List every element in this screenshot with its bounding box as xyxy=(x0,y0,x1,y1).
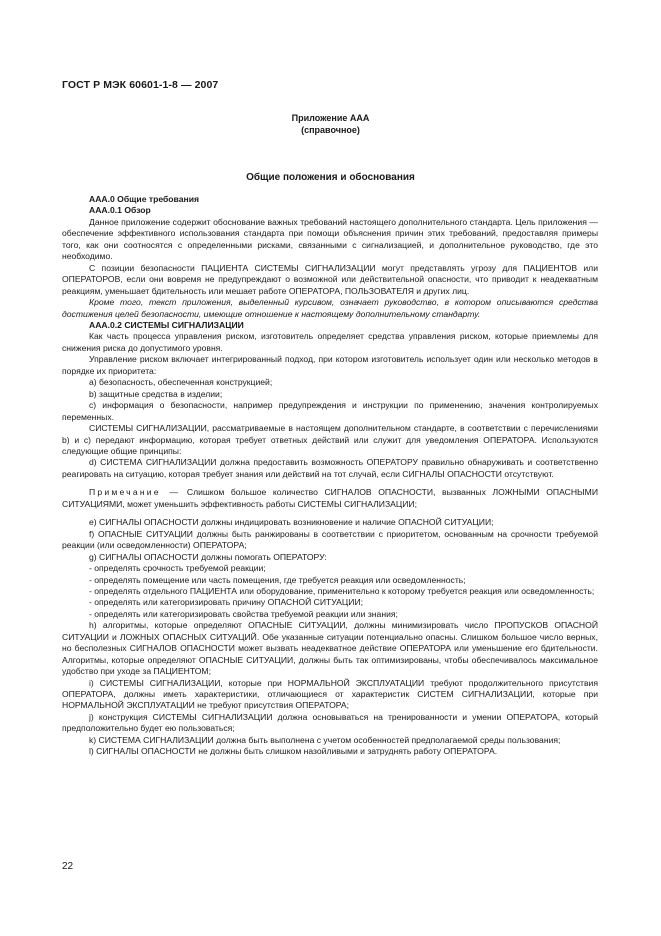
paragraph: Как часть процесса управления риском, изготовитель определяет средства управления риском, которые приемлемы для снижения риска до допустимого уровня. xyxy=(62,331,598,353)
note-label: Примечание — xyxy=(89,487,181,498)
list-item: i) СИСТЕМЫ СИГНАЛИЗАЦИИ, которые при НОРМАЛЬНОЙ ЭКСПЛУАТАЦИИ требуют продолжительного присутствия ОПЕРАТОРА, должны иметь характеристики, отличающиеся от характеристик СИСТЕМ СИГНАЛИЗАЦИИ, которые при НОРМАЛЬНОЙ ЭКСПЛУАТАЦИИ не требуют присутствия ОПЕРАТОРА; xyxy=(62,677,598,711)
list-item: c) информация о безопасности, например предупреждения и инструкции по применению, значения контролируемых переменных. xyxy=(62,400,598,422)
list-item: k) СИСТЕМА СИГНАЛИЗАЦИИ должна быть выполнена с учетом особенностей предполагаемой среды пользования; xyxy=(89,734,561,745)
appendix-subtitle: (справочное) xyxy=(301,125,360,135)
note xyxy=(62,487,598,510)
paragraph: СИСТЕМЫ СИГНАЛИЗАЦИИ, рассматриваемые в настоящем дополнительном стандарте, в соответствии с перечислениями b) и c) передают информацию, которая требует ответных действий или служит для уведомления ОПЕРАТОРА. Используются следующие общие принципы: xyxy=(62,423,598,456)
list-item: f) ОПАСНЫЕ СИТУАЦИИ должны быть ранжированы в соответствии с приоритетом, основанным на срочности требуемой реакции (или осведомленности) ОПЕРАТОРА; xyxy=(62,528,598,551)
paragraph-italic-guidance: Кроме того, текст приложения, выделенный курсивом, означает руководство, в котором описываются средства достижения целей безопасности, имеющие отношение к настоящему дополнительному стандарту. xyxy=(62,297,598,319)
paragraph: Данное приложение содержит обоснование важных требований настоящего дополнительного стандарта. Цель приложения — обеспечение эффективного использования стандарта при помощи объяснения причин этих требований, предоставляя примеры того, как они соотносятся с определенными рисками, связанными с сигнализацией, и дополнительное руководство, где это необходимо. xyxy=(62,216,598,262)
sub-list-item: - определять или категоризировать причину ОПАСНОЙ СИТУАЦИИ; xyxy=(89,597,364,608)
paragraph: С позиции безопасности ПАЦИЕНТА СИСТЕМЫ СИГНАЛИЗАЦИИ могут представлять угрозу для ПАЦИЕНТОВ или ОПЕРАТОРОВ, если они вовремя не предупреждают о возможной или действительной опасности, что приводит к неадекватным реакциям, уменьшает бдительность или мешает работе ОПЕРАТОРА, ПОЛЬЗОВАТЕЛЯ и других лиц. xyxy=(62,262,598,296)
document-body xyxy=(62,194,598,758)
list-item: j) конструкция СИСТЕМЫ СИГНАЛИЗАЦИИ должна основываться на тренированности и умении ОПЕРАТОРА, который предположительно будет ею пользоваться; xyxy=(62,711,598,734)
heading-alarm-systems: ААА.0.2 СИСТЕМЫ СИГНАЛИЗАЦИИ xyxy=(89,319,244,330)
heading-overview: ААА.0.1 Обзор xyxy=(89,205,151,216)
list-item: e) СИГНАЛЫ ОПАСНОСТИ должны индицировать возникновение и наличие ОПАСНОЙ СИТУАЦИИ; xyxy=(89,517,494,528)
section-title: Общие положения и обоснования xyxy=(246,172,415,183)
note-text: Слишком большое количество СИГНАЛОВ ОПАСНОСТИ, вызванных ЛОЖНЫМИ ОПАСНЫМИ СИТУАЦИЯМИ, может уменьшить эффективность работы СИСТЕМЫ СИГНАЛИЗАЦИИ; xyxy=(62,487,598,509)
sub-list-item: - определять отдельного ПАЦИЕНТА или оборудование, применительно к которому требуется реакция или осведомленность; xyxy=(89,585,595,596)
document-header: ГОСТ Р МЭК 60601-1-8 — 2007 xyxy=(62,79,219,91)
list-item: l) СИГНАЛЫ ОПАСНОСТИ не должны быть слишком назойливыми и затруднять работу ОПЕРАТОРА. xyxy=(89,746,498,757)
list-item: а) безопасность, обеспеченная конструкцией; xyxy=(89,377,273,388)
sub-list-item: - определять срочность требуемой реакции; xyxy=(89,563,266,574)
sub-list-item: - определять или категоризировать свойства требуемой реакции или знания; xyxy=(89,608,398,619)
paragraph: Управление риском включает интегрированный подход, при котором изготовитель использует один или несколько методов в порядке их приоритета: xyxy=(62,354,598,376)
page-number: 22 xyxy=(62,861,74,872)
list-item: g) СИГНАЛЫ ОПАСНОСТИ должны помогать ОПЕРАТОРУ: xyxy=(89,551,327,562)
appendix-title: Приложение ААА xyxy=(291,113,370,123)
list-item: d) СИСТЕМА СИГНАЛИЗАЦИИ должна предоставить возможность ОПЕРАТОРУ правильно обнаруживать и соответственно реагировать на ситуацию, которая требует знания или действий на тот случай, если СИГНАЛЫ ОПАСНОСТИ отсутствуют. xyxy=(62,457,598,479)
heading-general-requirements: ААА.0 Общие требования xyxy=(89,194,199,204)
list-item: h) алгоритмы, которые определяют ОПАСНЫЕ СИТУАЦИИ, должны минимизировать число ПРОПУСКОВ ОПАСНОЙ СИТУАЦИИ и ЛОЖНЫХ ОПАСНЫХ СИТУАЦИЙ. Обе указанные ситуации потенциально опасны. Слишком большое число верных, но бесполезных СИГНАЛОВ ОПАСНОСТИ может вызвать неадекватное действие ОПЕРАТОРА или уменьшение его бдительности. Алгоритмы, которые определяют ОПАСНЫЕ СИТУАЦИИ, должны быть так оптимизированы, чтобы обеспечивалось максимальное удобство при уходе за ПАЦИЕНТОМ; xyxy=(62,620,598,677)
list-item: b) защитные средства в изделии; xyxy=(89,388,223,399)
sub-list-item: - определять помещение или часть помещения, где требуется реакция или осведомленность; xyxy=(89,574,466,585)
